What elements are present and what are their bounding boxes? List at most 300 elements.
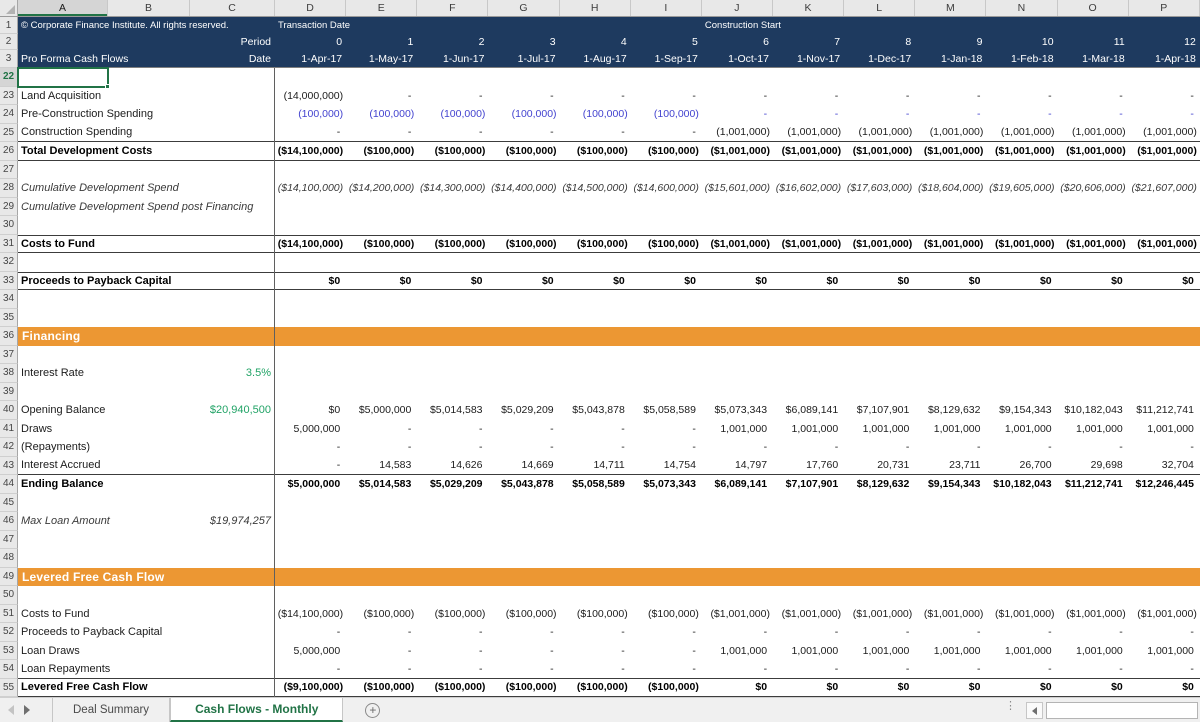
cell-E38[interactable] xyxy=(346,364,417,383)
cell-M55[interactable]: $0 xyxy=(968,681,984,694)
cell-A55[interactable]: Levered Free Cash Flow xyxy=(21,681,148,694)
cell-F29[interactable] xyxy=(417,198,488,217)
row-header-51[interactable]: 51 xyxy=(0,605,18,624)
cell-I40[interactable]: $5,058,589 xyxy=(643,404,699,417)
cell-M51[interactable]: ($1,001,000) xyxy=(923,607,984,620)
cell-F40[interactable]: $5,014,583 xyxy=(429,404,486,417)
cell-H34[interactable] xyxy=(560,290,631,309)
cell-M47[interactable] xyxy=(915,531,986,550)
row-header-35[interactable]: 35 xyxy=(0,309,18,328)
cell-A35[interactable] xyxy=(18,309,190,328)
cell-E41[interactable]: - xyxy=(407,422,415,435)
cell-A41[interactable]: Draws xyxy=(21,422,53,435)
cell-P51[interactable]: ($1,001,000) xyxy=(1137,607,1197,620)
cell-N26[interactable]: ($1,001,000) xyxy=(995,144,1055,157)
cell-K54[interactable]: - xyxy=(834,662,842,675)
cell-K40[interactable]: $6,089,141 xyxy=(785,404,842,417)
cell-C34[interactable] xyxy=(190,290,275,309)
cell-L51[interactable]: ($1,001,000) xyxy=(852,607,913,620)
cell-N52[interactable]: - xyxy=(1048,626,1055,639)
column-header-K[interactable]: K xyxy=(773,0,844,16)
cell-N45[interactable] xyxy=(986,494,1057,513)
period-O2[interactable]: 11 xyxy=(1113,36,1125,48)
cell-E44[interactable]: $5,014,583 xyxy=(358,478,415,491)
cell-H24[interactable]: (100,000) xyxy=(582,108,628,121)
cell-J22[interactable] xyxy=(702,68,773,87)
cell-D37[interactable] xyxy=(275,346,346,365)
period-I2[interactable]: 5 xyxy=(692,36,698,48)
row-header-52[interactable]: 52 xyxy=(0,623,18,642)
cell-H27[interactable] xyxy=(560,161,631,180)
cell-F23[interactable]: - xyxy=(479,89,486,102)
row-header-28[interactable]: 28 xyxy=(0,179,18,198)
cell-I42[interactable]: - xyxy=(692,441,699,454)
period-M2[interactable]: 9 xyxy=(976,36,983,48)
cell-P47[interactable] xyxy=(1129,531,1200,550)
cell-P42[interactable]: - xyxy=(1190,441,1197,454)
cell-F43[interactable]: 14,626 xyxy=(450,459,486,472)
cell-P28[interactable]: ($21,607,000) xyxy=(1131,182,1197,195)
cell-L35[interactable] xyxy=(844,309,915,328)
cell-P43[interactable]: 32,704 xyxy=(1161,459,1197,472)
period-L2[interactable]: 8 xyxy=(905,36,912,48)
cell-F44[interactable]: $5,029,209 xyxy=(429,478,486,491)
cell-A24[interactable]: Pre-Construction Spending xyxy=(21,108,154,121)
cell-I35[interactable] xyxy=(631,309,702,328)
cell-L39[interactable] xyxy=(844,383,915,402)
cell-M48[interactable] xyxy=(915,549,986,568)
cell-D38[interactable] xyxy=(275,364,346,383)
cell-G35[interactable] xyxy=(488,309,559,328)
date-L3[interactable]: 1-Dec-17 xyxy=(868,52,912,65)
cell-G51[interactable]: ($100,000) xyxy=(505,607,557,620)
cell-D55[interactable]: ($9,100,000) xyxy=(283,681,344,694)
row-header-42[interactable]: 42 xyxy=(0,438,18,457)
cell-K27[interactable] xyxy=(773,161,844,180)
cell-C39[interactable] xyxy=(190,383,275,402)
cell-K26[interactable]: ($1,001,000) xyxy=(781,144,842,157)
cell-J45[interactable] xyxy=(702,494,773,513)
horizontal-scrollbar-thumb[interactable] xyxy=(1046,702,1198,719)
cell-D33[interactable]: $0 xyxy=(328,274,344,287)
date-I3[interactable]: 1-Sep-17 xyxy=(654,52,698,65)
date-H3[interactable]: 1-Aug-17 xyxy=(583,52,627,65)
cell-O47[interactable] xyxy=(1058,531,1129,550)
cell-L30[interactable] xyxy=(844,216,915,235)
row-header-47[interactable]: 47 xyxy=(0,531,18,550)
cell-P26[interactable]: ($1,001,000) xyxy=(1137,144,1197,157)
row-header-50[interactable]: 50 xyxy=(0,586,18,605)
cell-M50[interactable] xyxy=(915,586,986,605)
cell-E30[interactable] xyxy=(346,216,417,235)
cell-A27[interactable] xyxy=(18,161,190,180)
cell-I24[interactable]: (100,000) xyxy=(653,108,699,121)
row-header-31[interactable]: 31 xyxy=(0,235,18,254)
cell-G24[interactable]: (100,000) xyxy=(511,108,557,121)
cell-G32[interactable] xyxy=(488,253,559,272)
cell-P35[interactable] xyxy=(1129,309,1200,328)
cell-I23[interactable]: - xyxy=(692,89,699,102)
cell-C33[interactable] xyxy=(190,273,275,290)
cell-O53[interactable]: 1,001,000 xyxy=(1076,644,1126,657)
cell-L34[interactable] xyxy=(844,290,915,309)
cell-I34[interactable] xyxy=(631,290,702,309)
row-header-34[interactable]: 34 xyxy=(0,290,18,309)
cell-F31[interactable]: ($100,000) xyxy=(434,237,486,250)
cell-I33[interactable]: $0 xyxy=(684,274,699,287)
cell-I52[interactable]: - xyxy=(692,626,699,639)
cell-F53[interactable]: - xyxy=(479,644,486,657)
tab-scrollbar-splitter[interactable]: ⋮ xyxy=(1005,700,1016,712)
cell-C31[interactable] xyxy=(190,236,275,253)
cell-G50[interactable] xyxy=(488,586,559,605)
cell-I43[interactable]: 14,754 xyxy=(663,459,699,472)
column-header-N[interactable]: N xyxy=(986,0,1057,16)
cell-G22[interactable] xyxy=(488,68,559,87)
cell-M25[interactable]: (1,001,000) xyxy=(929,126,984,139)
cell-N27[interactable] xyxy=(986,161,1057,180)
cell-J48[interactable] xyxy=(702,549,773,568)
cell-G40[interactable]: $5,029,209 xyxy=(501,404,557,417)
cell-F54[interactable]: - xyxy=(479,662,486,675)
scroll-left-button[interactable] xyxy=(1026,702,1043,719)
cell-H37[interactable] xyxy=(560,346,631,365)
cell-O40[interactable]: $10,182,043 xyxy=(1064,404,1126,417)
cell-L27[interactable] xyxy=(844,161,915,180)
cell-P25[interactable]: (1,001,000) xyxy=(1143,126,1197,139)
cell-J43[interactable]: 14,797 xyxy=(734,459,770,472)
cell-P40[interactable]: $11,212,741 xyxy=(1136,404,1197,417)
cell-K45[interactable] xyxy=(773,494,844,513)
cell-M27[interactable] xyxy=(915,161,986,180)
cell-K53[interactable]: 1,001,000 xyxy=(791,644,842,657)
date-K3[interactable]: 1-Nov-17 xyxy=(796,52,841,65)
cell-O51[interactable]: ($1,001,000) xyxy=(1066,607,1126,620)
cell-P32[interactable] xyxy=(1129,253,1200,272)
cell-G25[interactable]: - xyxy=(550,126,557,139)
cell-A37[interactable] xyxy=(18,346,190,365)
cell-G33[interactable]: $0 xyxy=(541,274,557,287)
cell-A54[interactable]: Loan Repayments xyxy=(21,662,111,675)
cell-G37[interactable] xyxy=(488,346,559,365)
cell-P37[interactable] xyxy=(1129,346,1200,365)
cell-J42[interactable]: - xyxy=(763,441,770,454)
cell-F30[interactable] xyxy=(417,216,488,235)
cell-M31[interactable]: ($1,001,000) xyxy=(923,237,984,250)
cell-A25[interactable]: Construction Spending xyxy=(21,126,133,139)
cell-F33[interactable]: $0 xyxy=(470,274,486,287)
cell-L38[interactable] xyxy=(844,364,915,383)
cell-I37[interactable] xyxy=(631,346,702,365)
period-H2[interactable]: 4 xyxy=(620,36,627,48)
cell-G27[interactable] xyxy=(488,161,559,180)
cell-L52[interactable]: - xyxy=(905,626,913,639)
date-M3[interactable]: 1-Jan-18 xyxy=(940,52,983,65)
row-header-30[interactable]: 30 xyxy=(0,216,18,235)
cell-A48[interactable] xyxy=(18,549,190,568)
cell-P38[interactable] xyxy=(1129,364,1200,383)
cell-M35[interactable] xyxy=(915,309,986,328)
cell-G23[interactable]: - xyxy=(550,89,557,102)
cell-F46[interactable] xyxy=(417,512,488,531)
cell-J46[interactable] xyxy=(702,512,773,531)
cell-F22[interactable] xyxy=(417,68,488,87)
cell-C23[interactable] xyxy=(190,87,275,106)
cell-P50[interactable] xyxy=(1129,586,1200,605)
date-D3[interactable]: 1-Apr-17 xyxy=(301,52,343,65)
cell-A29[interactable]: Cumulative Development Spend post Financing xyxy=(21,200,254,213)
cell-I27[interactable] xyxy=(631,161,702,180)
cell-N41[interactable]: 1,001,000 xyxy=(1004,422,1055,435)
cell-P41[interactable]: 1,001,000 xyxy=(1147,422,1197,435)
cell-P24[interactable]: - xyxy=(1190,108,1197,121)
cell-J38[interactable] xyxy=(702,364,773,383)
cell-A42[interactable]: (Repayments) xyxy=(21,441,91,454)
cell-J39[interactable] xyxy=(702,383,773,402)
cell-G42[interactable]: - xyxy=(550,441,557,454)
row-header-2[interactable]: 2 xyxy=(0,34,18,50)
cell-F32[interactable] xyxy=(417,253,488,272)
cell-J33[interactable]: $0 xyxy=(755,274,770,287)
cell-M40[interactable]: $8,129,632 xyxy=(927,404,984,417)
cell-I41[interactable]: - xyxy=(692,422,699,435)
cell-D39[interactable] xyxy=(275,383,346,402)
cell-P30[interactable] xyxy=(1129,216,1200,235)
cell-J26[interactable]: ($1,001,000) xyxy=(710,144,770,157)
cell-A38[interactable]: Interest Rate xyxy=(21,367,84,380)
cell-C54[interactable] xyxy=(190,660,275,678)
cell-M37[interactable] xyxy=(915,346,986,365)
period-G2[interactable]: 3 xyxy=(549,36,556,48)
cell-K22[interactable] xyxy=(773,68,844,87)
cell-D53[interactable]: 5,000,000 xyxy=(293,644,344,657)
row-header-23[interactable]: 23 xyxy=(0,87,18,106)
cell-K46[interactable] xyxy=(773,512,844,531)
cell-J35[interactable] xyxy=(702,309,773,328)
row-header-44[interactable]: 44 xyxy=(0,475,18,494)
cell-E48[interactable] xyxy=(346,549,417,568)
row-header-45[interactable]: 45 xyxy=(0,494,18,513)
row-header-36[interactable]: 36 xyxy=(0,327,18,346)
cell-L45[interactable] xyxy=(844,494,915,513)
cell-J40[interactable]: $5,073,343 xyxy=(714,404,770,417)
cell-N35[interactable] xyxy=(986,309,1057,328)
cell-O38[interactable] xyxy=(1058,364,1129,383)
row-header-24[interactable]: 24 xyxy=(0,105,18,124)
cell-K43[interactable]: 17,760 xyxy=(806,459,842,472)
cell-H23[interactable]: - xyxy=(621,89,628,102)
cell-F45[interactable] xyxy=(417,494,488,513)
cell-K35[interactable] xyxy=(773,309,844,328)
cell-N28[interactable]: ($19,605,000) xyxy=(989,182,1055,195)
cell-I32[interactable] xyxy=(631,253,702,272)
cell-E46[interactable] xyxy=(346,512,417,531)
cell-M53[interactable]: 1,001,000 xyxy=(933,644,984,657)
cell-O55[interactable]: $0 xyxy=(1111,681,1126,694)
cell-F34[interactable] xyxy=(417,290,488,309)
cell-D45[interactable] xyxy=(275,494,346,513)
cell-J41[interactable]: 1,001,000 xyxy=(720,422,770,435)
section-banner-levered-free-cash-flow[interactable]: Levered Free Cash Flow xyxy=(18,568,1200,587)
cell-I38[interactable] xyxy=(631,364,702,383)
cell-J29[interactable] xyxy=(702,198,773,217)
cell-H52[interactable]: - xyxy=(621,626,628,639)
cell-D40[interactable]: $0 xyxy=(328,404,344,417)
cell-C48[interactable] xyxy=(190,549,275,568)
cell-I51[interactable]: ($100,000) xyxy=(648,607,699,620)
cell-N29[interactable] xyxy=(986,198,1057,217)
row-header-3[interactable]: 3 xyxy=(0,50,18,68)
cell-A52[interactable]: Proceeds to Payback Capital xyxy=(21,626,163,639)
sheet-tab-cash-flows-monthly[interactable] xyxy=(170,698,343,722)
row-header-33[interactable]: 33 xyxy=(0,272,18,291)
cell-H43[interactable]: 14,711 xyxy=(593,459,628,472)
cell-E26[interactable]: ($100,000) xyxy=(363,144,415,157)
cell-I26[interactable]: ($100,000) xyxy=(648,144,699,157)
cell-M41[interactable]: 1,001,000 xyxy=(933,422,984,435)
cell-J24[interactable]: - xyxy=(763,108,770,121)
cell-E31[interactable]: ($100,000) xyxy=(363,237,415,250)
row-header-46[interactable]: 46 xyxy=(0,512,18,531)
cell-E32[interactable] xyxy=(346,253,417,272)
cell-O43[interactable]: 29,698 xyxy=(1090,459,1126,472)
cell-L31[interactable]: ($1,001,000) xyxy=(852,237,913,250)
cell-C29[interactable] xyxy=(190,198,275,217)
cell-M38[interactable] xyxy=(915,364,986,383)
cell-O42[interactable]: - xyxy=(1119,441,1126,454)
cell-D43[interactable]: - xyxy=(336,459,344,472)
cell-I54[interactable]: - xyxy=(692,662,699,675)
cell-C45[interactable] xyxy=(190,494,275,513)
cell-D32[interactable] xyxy=(275,253,346,272)
cell-O30[interactable] xyxy=(1058,216,1129,235)
row-header-22[interactable]: 22 xyxy=(0,68,18,87)
column-header-F[interactable]: F xyxy=(417,0,488,16)
cell-M43[interactable]: 23,711 xyxy=(949,459,984,472)
cell-C38[interactable]: 3.5% xyxy=(245,367,271,380)
row-header-55[interactable]: 55 xyxy=(0,679,18,698)
cell-M28[interactable]: ($18,604,000) xyxy=(918,182,984,195)
cell-H25[interactable]: - xyxy=(621,126,628,139)
cell-M39[interactable] xyxy=(915,383,986,402)
cell-H40[interactable]: $5,043,878 xyxy=(572,404,628,417)
cell-K39[interactable] xyxy=(773,383,844,402)
cell-G46[interactable] xyxy=(488,512,559,531)
row-header-32[interactable]: 32 xyxy=(0,253,18,272)
cell-O31[interactable]: ($1,001,000) xyxy=(1066,237,1126,250)
cell-H47[interactable] xyxy=(560,531,631,550)
cell-C27[interactable] xyxy=(190,161,275,180)
cell-H29[interactable] xyxy=(560,198,631,217)
cell-O24[interactable]: - xyxy=(1119,108,1126,121)
cell-J52[interactable]: - xyxy=(763,626,770,639)
cell-C32[interactable] xyxy=(190,253,275,272)
cell-F24[interactable]: (100,000) xyxy=(440,108,486,121)
cell-O29[interactable] xyxy=(1058,198,1129,217)
cell-K42[interactable]: - xyxy=(834,441,842,454)
cell-I47[interactable] xyxy=(631,531,702,550)
cell-F52[interactable]: - xyxy=(479,626,486,639)
cell-N32[interactable] xyxy=(986,253,1057,272)
cell-G55[interactable]: ($100,000) xyxy=(505,681,557,694)
cell-J25[interactable]: (1,001,000) xyxy=(716,126,770,139)
cell-G30[interactable] xyxy=(488,216,559,235)
row-header-43[interactable]: 43 xyxy=(0,457,18,476)
row-header-39[interactable]: 39 xyxy=(0,383,18,402)
cell-C40[interactable]: $20,940,500 xyxy=(209,404,271,417)
cell-H45[interactable] xyxy=(560,494,631,513)
cell-P44[interactable]: $12,246,445 xyxy=(1135,478,1197,491)
cell-L33[interactable]: $0 xyxy=(897,274,913,287)
row-header-1[interactable]: 1 xyxy=(0,17,18,34)
cell-L32[interactable] xyxy=(844,253,915,272)
cell-N44[interactable]: $10,182,043 xyxy=(993,478,1055,491)
cell-A53[interactable]: Loan Draws xyxy=(21,644,80,657)
cell-J51[interactable]: ($1,001,000) xyxy=(710,607,770,620)
cell-J44[interactable]: $6,089,141 xyxy=(714,478,770,491)
cell-L50[interactable] xyxy=(844,586,915,605)
column-header-A[interactable]: A xyxy=(18,0,108,16)
column-header-E[interactable]: E xyxy=(346,0,417,16)
cell-P22[interactable] xyxy=(1129,68,1200,87)
cell-L41[interactable]: 1,001,000 xyxy=(862,422,913,435)
cell-K47[interactable] xyxy=(773,531,844,550)
cell-I44[interactable]: $5,073,343 xyxy=(643,478,699,491)
cell-L23[interactable]: - xyxy=(905,89,913,102)
cell-K24[interactable]: - xyxy=(834,108,842,121)
sheet-tab-deal-summary[interactable] xyxy=(52,698,170,722)
column-header-I[interactable]: I xyxy=(631,0,702,16)
cell-F39[interactable] xyxy=(417,383,488,402)
column-header-G[interactable]: G xyxy=(488,0,559,16)
cell-O41[interactable]: 1,001,000 xyxy=(1076,422,1126,435)
cell-L24[interactable]: - xyxy=(905,108,913,121)
cell-A43[interactable]: Interest Accrued xyxy=(21,459,101,472)
cell-A34[interactable] xyxy=(18,290,190,309)
cell-H53[interactable]: - xyxy=(621,644,628,657)
cell-E43[interactable]: 14,583 xyxy=(379,459,415,472)
cell-N37[interactable] xyxy=(986,346,1057,365)
cell-O25[interactable]: (1,001,000) xyxy=(1071,126,1126,139)
cell-M23[interactable]: - xyxy=(976,89,984,102)
period-J2[interactable]: 6 xyxy=(763,36,769,48)
cell-C43[interactable] xyxy=(190,457,275,475)
cell-J32[interactable] xyxy=(702,253,773,272)
cell-D35[interactable] xyxy=(275,309,346,328)
cell-L47[interactable] xyxy=(844,531,915,550)
cell-G38[interactable] xyxy=(488,364,559,383)
cell-J30[interactable] xyxy=(702,216,773,235)
cell-J55[interactable]: $0 xyxy=(755,681,770,694)
cell-P33[interactable]: $0 xyxy=(1182,274,1197,287)
cell-A47[interactable] xyxy=(18,531,190,550)
cell-D50[interactable] xyxy=(275,586,346,605)
cell-H50[interactable] xyxy=(560,586,631,605)
cell-I30[interactable] xyxy=(631,216,702,235)
cell-P55[interactable]: $0 xyxy=(1182,681,1197,694)
cell-A28[interactable]: Cumulative Development Spend xyxy=(21,182,179,195)
row-header-26[interactable]: 26 xyxy=(0,142,18,161)
cell-M22[interactable] xyxy=(915,68,986,87)
cell-D28[interactable]: ($14,100,000) xyxy=(277,182,344,195)
cell-J31[interactable]: ($1,001,000) xyxy=(710,237,770,250)
cell-O26[interactable]: ($1,001,000) xyxy=(1066,144,1126,157)
cell-N55[interactable]: $0 xyxy=(1039,681,1055,694)
cell-K32[interactable] xyxy=(773,253,844,272)
cell-D27[interactable] xyxy=(275,161,346,180)
cell-K29[interactable] xyxy=(773,198,844,217)
cell-L26[interactable]: ($1,001,000) xyxy=(852,144,913,157)
